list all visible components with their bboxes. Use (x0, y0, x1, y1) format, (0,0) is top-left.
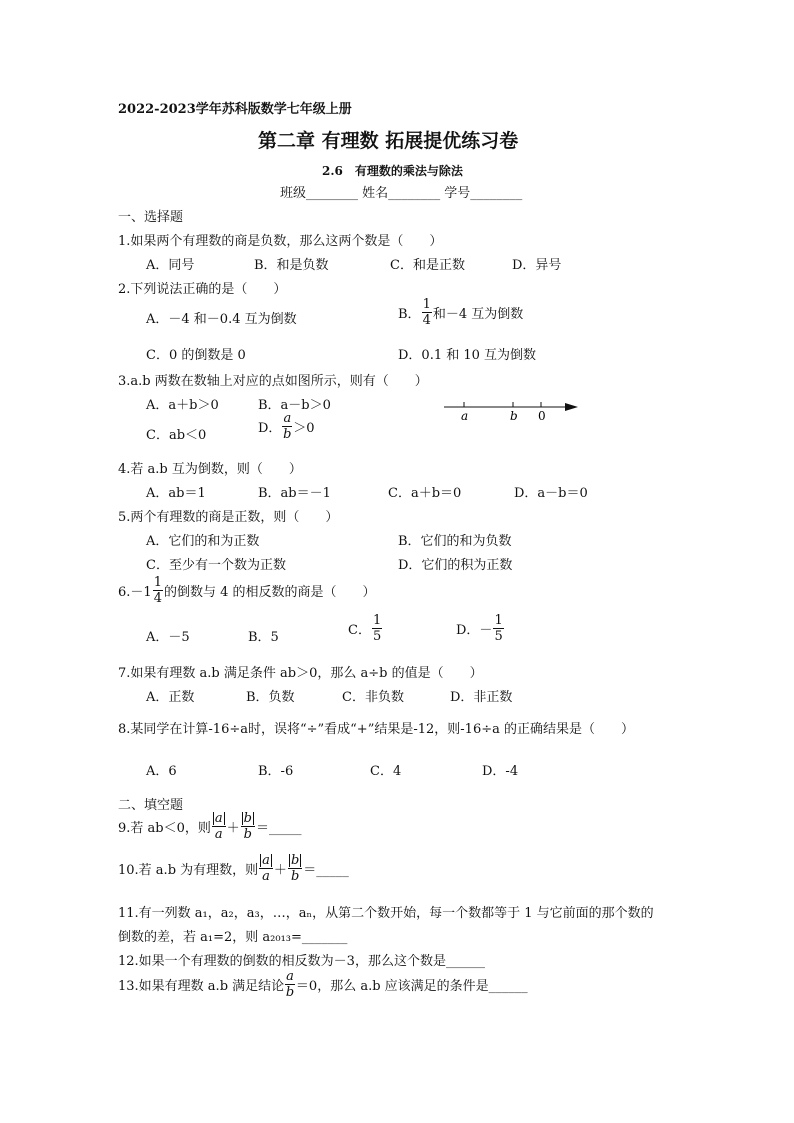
q6-option-a: A．－5 (146, 630, 190, 645)
question-3-stem: 3.a.b 两数在数轴上对应的点如图所示，则有（ ） (118, 374, 428, 389)
q4-option-c: C．a＋b＝0 (388, 486, 462, 501)
fraction: $\frac{1}{4}$ (422, 297, 431, 328)
q2-option-a: A．－4 和－0.4 互为倒数 (146, 312, 297, 327)
q5-option-b: B．它们的和为负数 (398, 534, 512, 549)
q5-option-a: A．它们的和为正数 (146, 534, 260, 549)
section-subtitle: 2.6 有理数的乘法与除法 (322, 164, 463, 178)
q5-option-c: C．至少有一个数为正数 (146, 558, 286, 573)
question-12: 12.如果一个有理数的倒数的相反数为－3，那么这个数是______ (118, 954, 485, 969)
q7-option-a: A．正数 (146, 690, 195, 705)
question-1-stem: 1.如果两个有理数的商是负数，那么这两个数是（ ） (118, 234, 443, 249)
q3-option-c: C．ab＜0 (146, 428, 207, 443)
number-line-diagram (440, 396, 580, 426)
label-a: a (461, 409, 469, 423)
q8-option-d: D．-4 (482, 764, 519, 779)
q4-option-b: B．ab＝－1 (258, 486, 331, 501)
label-b: b (510, 409, 518, 423)
question-2-stem: 2.下列说法正确的是（ ） (118, 282, 287, 297)
student-info-fields: 班级________ 姓名________ 学号________ (280, 186, 523, 201)
question-6-stem: 6.－1 $\frac{1}{4}$ 的倒数与 4 的相反数的商是（ ） (118, 575, 376, 606)
section-title-fill: 二、填空题 (118, 798, 184, 813)
label-zero: 0 (538, 409, 546, 423)
q1-option-b: B．和是负数 (254, 258, 329, 273)
axis-arrow (565, 403, 578, 411)
q1-option-d: D．异号 (512, 258, 562, 273)
q7-option-c: C．非负数 (342, 690, 404, 705)
q6-option-d: D．－ $\frac{1}{5}$ (456, 613, 503, 644)
question-11-line-2: 倒数的差，若 a₁=2，则 a₂₀₁₃=_______ (118, 930, 348, 945)
q3-option-d: D． $\frac{a}{b}$ ＞0 (258, 411, 315, 442)
question-9: 9.若 ab＜0，则 $\frac{a}{a}$ ＋ $\frac{b}{b}$ ＝_____ (118, 811, 302, 842)
q8-option-c: C．4 (370, 764, 402, 779)
q3-option-b: B．a－b＞0 (258, 398, 331, 413)
q1-option-a: A．同号 (146, 258, 195, 273)
q2-option-c: C．0 的倒数是 0 (146, 348, 246, 363)
section-title-choice: 一、选择题 (118, 210, 184, 225)
q3-option-a: A．a＋b＞0 (146, 398, 219, 413)
q1-option-c: C．和是正数 (390, 258, 465, 273)
question-10: 10.若 a.b 为有理数，则 $\frac{a}{a}$ ＋ $\frac{b}{b}$ ＝_____ (118, 853, 349, 884)
series-title: 2022-2023学年苏科版数学七年级上册 (118, 102, 352, 117)
question-11-line-1: 11.有一列数 a₁，a₂，a₃，…，aₙ，从第二个数开始，每一个数都等于 1 与它前面的那个数的 (118, 906, 654, 921)
q7-option-b: B．负数 (246, 690, 295, 705)
q7-option-d: D．非正数 (450, 690, 513, 705)
question-7-stem: 7.如果有理数 a.b 满足条件 ab＞0，那么 a÷b 的值是（ ） (118, 666, 483, 681)
q8-option-b: B．-6 (258, 764, 294, 779)
q6-option-b: B．5 (248, 630, 279, 645)
q2-option-d: D．0.1 和 10 互为倒数 (398, 348, 537, 363)
page-title: 第二章 有理数 拓展提优练习卷 (258, 130, 519, 152)
question-8-stem: 8.某同学在计算-16÷a时，误将“÷”看成“+”结果是-12，则-16÷a 的正确结果是（ ） (118, 722, 634, 737)
q5-option-d: D．它们的积为正数 (398, 558, 513, 573)
q4-option-a: A．ab＝1 (146, 486, 206, 501)
q6-option-c: C． $\frac{1}{5}$ (348, 613, 382, 644)
q8-option-a: A．6 (146, 764, 177, 779)
q2-option-b: B． $\frac{1}{4}$ 和－4 互为倒数 (398, 297, 524, 328)
question-4-stem: 4.若 a.b 互为倒数，则（ ） (118, 462, 302, 477)
question-13: 13.如果有理数 a.b 满足结论 $\frac{a}{b}$ ＝0，那么 a.b 应该满足的条件是______ (118, 969, 528, 1000)
question-5-stem: 5.两个有理数的商是正数，则（ ） (118, 510, 339, 525)
q4-option-d: D．a－b＝0 (514, 486, 588, 501)
